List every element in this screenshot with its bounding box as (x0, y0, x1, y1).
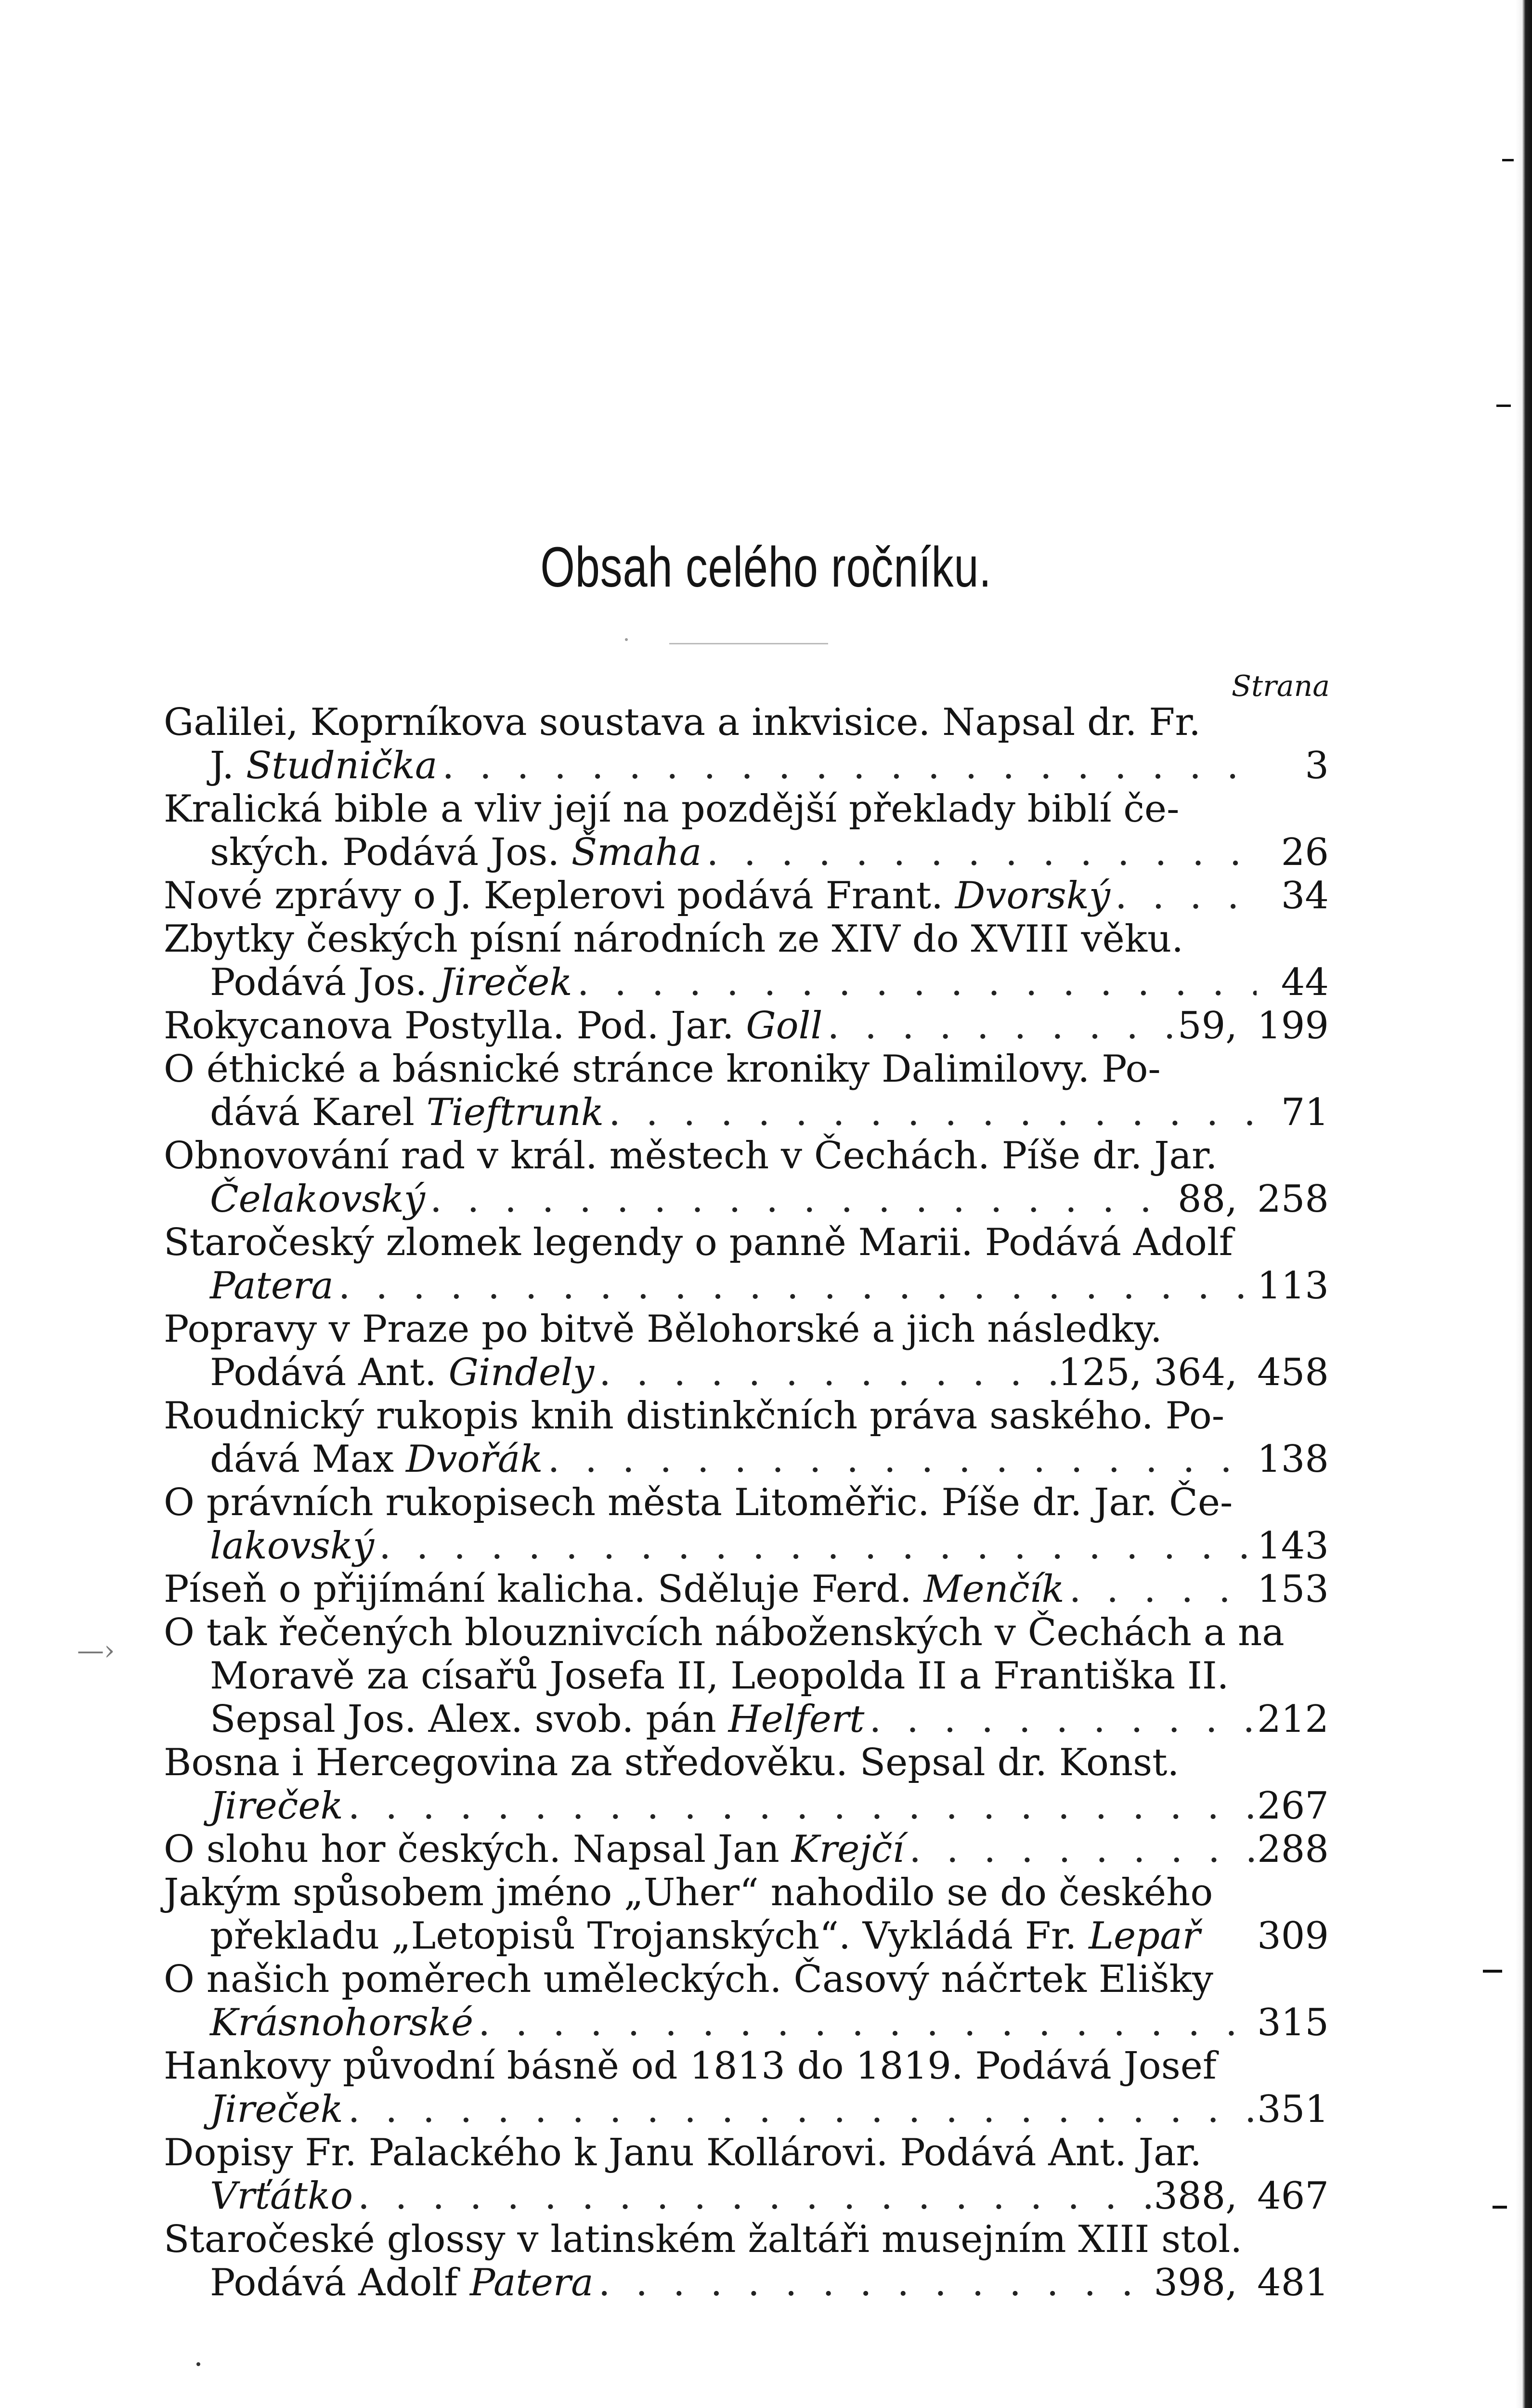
entry-title-text: Bosna i Hercegovina za středověku. Sepsal dr. Konst. (164, 1741, 1180, 1784)
entry-title-text: O právních rukopisech města Litoměřic. Píše dr. Jar. Če- (164, 1481, 1233, 1524)
entry-author: Lepař (1089, 1914, 1200, 1958)
toc-line (164, 1178, 1329, 1221)
entry-text (164, 1828, 904, 1871)
entry-text (164, 874, 1110, 917)
entry-title-text: dává Karel (210, 1091, 427, 1134)
toc-entry (164, 1134, 1329, 1221)
toc-line (164, 961, 1329, 1004)
entry-author: Gindely (448, 1351, 595, 1394)
page-number: 138 (1257, 1438, 1329, 1481)
toc-entry (164, 1958, 1329, 2044)
entry-text (210, 1091, 604, 1134)
toc-entry (164, 2131, 1329, 2218)
dot-leader (572, 961, 1257, 1004)
page-number: 34 (1281, 874, 1329, 917)
entry-text (164, 1871, 1213, 1914)
toc-entry (164, 1611, 1329, 1741)
entry-title-text: Roudnický rukopis knih distinkčních práva saského. Po- (164, 1394, 1225, 1438)
page-number: 125, 364, (1058, 1351, 1237, 1394)
entry-author: Jireček (210, 1784, 343, 1828)
dot-leader (701, 831, 1257, 874)
entry-text (164, 917, 1183, 961)
entry-title-text: Dopisy Fr. Palackého k Janu Kollárovi. Podává Ant. Jar. (164, 2131, 1202, 2174)
toc-entry (164, 874, 1329, 917)
toc-line (164, 1047, 1329, 1091)
entry-text (210, 1914, 1200, 1958)
entry-title-text: Rokycanova Postylla. Pod. Jar. (164, 1004, 746, 1047)
toc-line (164, 2044, 1329, 2088)
toc-entry (164, 787, 1329, 874)
entry-text (210, 1524, 374, 1568)
dot-leader (594, 1351, 1058, 1394)
dot-leader (437, 744, 1257, 787)
toc-entry (164, 1481, 1329, 1568)
entry-text (210, 1654, 1229, 1698)
toc-line (164, 1308, 1329, 1351)
dot-leader (1110, 874, 1257, 917)
entry-author: Krejčí (791, 1828, 905, 1871)
toc-line (164, 1351, 1329, 1394)
dot-leader (823, 1004, 1178, 1047)
toc-line (164, 1264, 1329, 1308)
toc-line (164, 1654, 1329, 1698)
toc-line (164, 1221, 1329, 1264)
dot-leader (543, 1438, 1257, 1481)
toc-entry (164, 1741, 1329, 1828)
entry-text (164, 1481, 1233, 1524)
title-rule (669, 643, 828, 644)
toc-line (164, 1524, 1329, 1568)
toc-line (164, 1481, 1329, 1524)
toc-line (164, 874, 1329, 917)
page-number: 153 (1257, 1568, 1329, 1611)
toc-line (164, 1004, 1329, 1047)
toc-line (164, 2001, 1329, 2044)
page-number-secondary: 258 (1257, 1178, 1329, 1221)
page-number: 88, (1177, 1178, 1237, 1221)
dot-leader (343, 1784, 1257, 1828)
entry-title-text: Nové zprávy o J. Keplerovi podává Frant. (164, 874, 955, 917)
toc-line (164, 1914, 1329, 1958)
entry-title-text: O tak řečených blouznivcích náboženských v Čechách a na (164, 1611, 1285, 1654)
entry-author: lakovský (210, 1524, 375, 1568)
toc-line (164, 831, 1329, 874)
entry-text (210, 1438, 543, 1481)
entry-text (164, 1308, 1162, 1351)
page-number: 26 (1281, 831, 1329, 874)
entry-text (164, 787, 1179, 831)
page-number: 267 (1257, 1784, 1329, 1828)
page-number: 44 (1281, 961, 1329, 1004)
dot-leader (1065, 1568, 1257, 1611)
dot-leader (473, 2001, 1257, 2044)
toc-entry (164, 1828, 1329, 1871)
entry-title-text: Moravě za císařů Josefa II, Leopolda II a Františka II. (210, 1654, 1229, 1698)
entry-title-text: Popravy v Praze po bitvě Bělohorské a jich následky. (164, 1308, 1162, 1351)
toc-line (164, 1698, 1329, 1741)
entry-text (164, 1741, 1179, 1784)
toc-entry (164, 917, 1329, 1004)
entry-author: Jireček (210, 2088, 343, 2131)
entry-text (210, 744, 437, 787)
entry-text (210, 1351, 594, 1394)
toc-entry (164, 2218, 1329, 2304)
table-of-contents (164, 701, 1329, 2304)
page-number: 59, (1177, 1004, 1237, 1047)
entry-text (210, 2174, 353, 2218)
page-number-secondary: 458 (1257, 1351, 1329, 1394)
entry-text (164, 1134, 1218, 1178)
entry-text (210, 2088, 343, 2131)
toc-entry (164, 1004, 1329, 1047)
entry-title-text: Podává Adolf (210, 2261, 470, 2304)
page-number: 212 (1257, 1698, 1329, 1741)
toc-entry (164, 1394, 1329, 1481)
toc-line (164, 2088, 1329, 2131)
page-number-secondary: 199 (1257, 1004, 1329, 1047)
margin-arrow-mark: —› (77, 1635, 115, 1666)
entry-text (210, 1784, 343, 1828)
dot-leader (374, 1524, 1257, 1568)
entry-title-text: Hankovy původní básně od 1813 do 1819. Podává Josef (164, 2044, 1217, 2088)
page-edge-shadow (1516, 0, 1532, 2408)
entry-title-text: Galilei, Koprníkova soustava a inkvisice. Napsal dr. Fr. (164, 701, 1201, 744)
entry-text (164, 1568, 1065, 1611)
entry-title-text: dává Max (210, 1438, 406, 1481)
entry-title-text: překladu „Letopisů Trojanských“. Vykládá Fr. (210, 1914, 1089, 1958)
dot-leader (425, 1178, 1178, 1221)
edge-mark (1502, 159, 1514, 161)
page-number-secondary: 481 (1257, 2261, 1329, 2304)
toc-line (164, 1091, 1329, 1134)
toc-line (164, 1784, 1329, 1828)
entry-author: Menčík (923, 1568, 1065, 1611)
entry-text (210, 1264, 334, 1308)
page-number-secondary: 467 (1257, 2174, 1329, 2218)
entry-title-text: Staročeské glossy v latinském žaltáři musejním XIII stol. (164, 2218, 1243, 2261)
entry-title-text: Zbytky českých písní národních ze XIV do XVIII věku. (164, 917, 1184, 961)
page-number: 143 (1257, 1524, 1329, 1568)
page-number: 288 (1257, 1828, 1329, 1871)
print-speck (625, 638, 628, 641)
entry-author: Jireček (439, 961, 572, 1004)
entry-text (164, 2044, 1217, 2088)
toc-line (164, 1568, 1329, 1611)
page-number: 315 (1257, 2001, 1329, 2044)
entry-author: Čelakovský (210, 1178, 425, 1221)
page-number: 113 (1257, 1264, 1329, 1308)
entry-author: Patera (469, 2261, 594, 2304)
entry-title-text: Sepsal Jos. Alex. svob. pán (210, 1698, 728, 1741)
column-header-page: Strana (1231, 669, 1330, 703)
toc-line (164, 1828, 1329, 1871)
entry-author: Helfert (728, 1698, 865, 1741)
dot-leader (343, 2088, 1257, 2131)
edge-mark (1493, 2206, 1507, 2209)
entry-title-text: O slohu hor českých. Napsal Jan (164, 1828, 792, 1871)
entry-text (210, 1698, 865, 1741)
entry-title-text: Píseň o přijímání kalicha. Sděluje Ferd. (164, 1568, 924, 1611)
toc-line (164, 1741, 1329, 1784)
entry-text (164, 701, 1201, 744)
entry-title-text: O našich poměrech uměleckých. Časový náčrtek Elišky (164, 1958, 1213, 2001)
entry-title-text: Podává Ant. (210, 1351, 449, 1394)
toc-entry (164, 701, 1329, 787)
toc-line (164, 1958, 1329, 2001)
edge-mark (1496, 405, 1511, 407)
entry-author: Goll (746, 1004, 823, 1047)
edge-mark (1483, 1970, 1502, 1973)
entry-title-text: Jakým spůsobem jméno „Uher“ nahodilo se do českého (164, 1871, 1213, 1914)
entry-title-text: O éthické a básnické stránce kroniky Dalimilovy. Po- (164, 1047, 1161, 1091)
dot-leader (604, 1091, 1257, 1134)
entry-text (164, 1611, 1285, 1654)
entry-author: Tieftrunk (426, 1091, 604, 1134)
toc-entry (164, 1568, 1329, 1611)
entry-text (164, 1394, 1224, 1438)
toc-entry (164, 1871, 1329, 1958)
dot-leader (334, 1264, 1257, 1308)
toc-entry (164, 2044, 1329, 2131)
entry-author: Studnička (246, 744, 438, 787)
toc-entry (164, 1221, 1329, 1308)
entry-text (210, 961, 572, 1004)
entry-author: Vrťátko (210, 2174, 353, 2218)
entry-text (210, 2001, 473, 2044)
dot-leader (865, 1698, 1257, 1741)
toc-line (164, 1394, 1329, 1438)
page-number: 388, (1154, 2174, 1237, 2218)
entry-title-text: Obnovování rad v král. městech v Čechách. Píše dr. Jar. (164, 1134, 1218, 1178)
page-number: 3 (1305, 744, 1329, 787)
entry-text (210, 1178, 425, 1221)
entry-title-text: J. (210, 744, 246, 787)
entry-title-text: Kralická bible a vliv její na pozdější překlady biblí če- (164, 787, 1180, 831)
page-number: 398, (1154, 2261, 1237, 2304)
toc-line (164, 2218, 1329, 2261)
entry-author: Dvorský (955, 874, 1110, 917)
toc-line (164, 2131, 1329, 2174)
toc-line (164, 917, 1329, 961)
entry-title-text: Podává Jos. (210, 961, 439, 1004)
toc-line (164, 2174, 1329, 2218)
toc-line (164, 1611, 1329, 1654)
toc-line (164, 1871, 1329, 1914)
toc-line (164, 1438, 1329, 1481)
toc-line (164, 1134, 1329, 1178)
page-number: 71 (1281, 1091, 1329, 1134)
toc-line (164, 2261, 1329, 2304)
entry-text (164, 2131, 1202, 2174)
entry-text (164, 1047, 1161, 1091)
entry-author: Patera (210, 1264, 334, 1308)
entry-author: Šmaha (571, 831, 702, 874)
entry-text (210, 831, 701, 874)
entry-text (164, 1221, 1233, 1264)
dot-leader (904, 1828, 1257, 1871)
entry-title-text: ských. Podává Jos. (210, 831, 571, 874)
entry-text (210, 2261, 594, 2304)
entry-text (164, 2218, 1242, 2261)
entry-title-text: Staročeský zlomek legendy o panně Marii. Podává Adolf (164, 1221, 1233, 1264)
entry-text (164, 1004, 823, 1047)
page-number: 351 (1257, 2088, 1329, 2131)
page-number: 309 (1257, 1914, 1329, 1958)
entry-text (164, 1958, 1213, 2001)
entry-author: Dvořák (405, 1438, 543, 1481)
toc-line (164, 744, 1329, 787)
toc-entry (164, 1047, 1329, 1134)
toc-line (164, 701, 1329, 744)
entry-author: Krásnohorské (210, 2001, 474, 2044)
toc-line (164, 787, 1329, 831)
dot-leader (353, 2174, 1154, 2218)
page-title: Obsah celého ročníku. (540, 536, 992, 599)
print-speck (196, 2362, 200, 2366)
toc-entry (164, 1308, 1329, 1394)
dot-leader (594, 2261, 1154, 2304)
